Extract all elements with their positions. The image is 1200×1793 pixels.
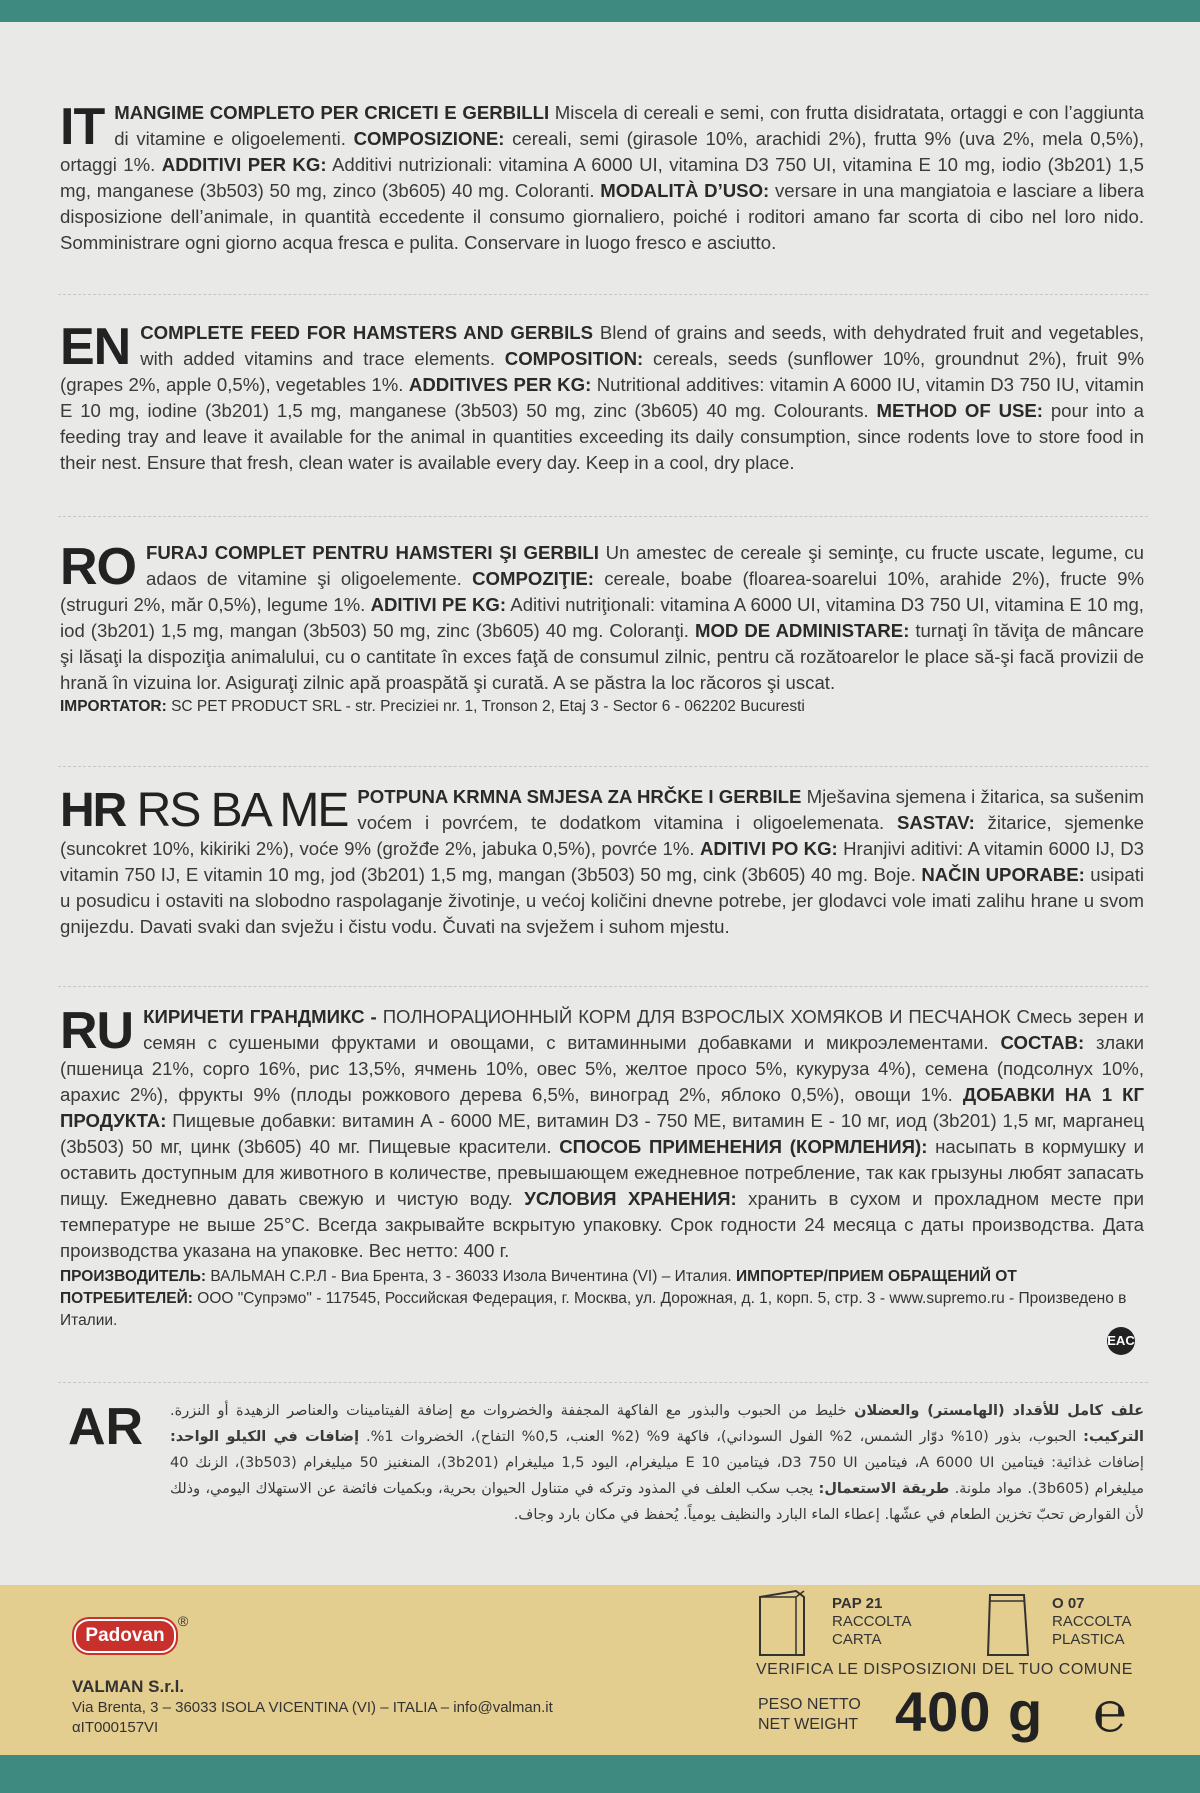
approval-code: αIT000157VI [72, 1719, 159, 1736]
paper-recycling-label [832, 1595, 911, 1649]
text-it-3: Additivi nutrizionali: vitamina A 6000 UI, vitamina D3 750 UI, vitamina E 10 mg, iodio (3b201) 1,5 mg, manganese (3b503) 50 mg, zinco (3b605) 40 mg. Coloranti. [60, 154, 1145, 201]
heading-ar-usage: طريقة الاستعمال: [818, 1481, 950, 1497]
title-hr: POTPUNA KRMNA SMJESA ZA HRČKE I GERBILE [357, 786, 802, 807]
divider [58, 1382, 1148, 1383]
recycling-note: VERIFICA LE DISPOSIZIONI DEL TUO COMUNE [756, 1661, 1133, 1678]
lang-code-ar: AR [68, 1398, 144, 1456]
paper-code: PAP 21 [832, 1595, 883, 1612]
net-weight-label-en: NET WEIGHT [758, 1716, 859, 1733]
bottom-band [0, 1755, 1200, 1793]
text-hr-3: Hranjivi aditivi: A vitamin 6000 IJ, D3 vitamin 750 IJ, E vitamin 10 mg, jod (3b201) 1,5 mg, mangan (3b503) 50 mg, cink (3b605) 40 mg. Boje. [60, 838, 1144, 885]
estimated-sign-icon: ℮ [1093, 1680, 1127, 1743]
importer-ro-text: SC PET PRODUCT SRL - str. Preciziei nr. 1, Tronson 2, Etaj 3 - Sector 6 - 062202 Bucuresti [166, 698, 805, 715]
title-en: COMPLETE FEED FOR HAMSTERS AND GERBILS [140, 322, 594, 343]
padovan-logo [72, 1615, 176, 1655]
heading-hr-composition: SASTAV: [896, 812, 975, 833]
divider [58, 516, 1148, 517]
net-weight-value: 400 g [895, 1680, 1044, 1743]
text-ar-2: الحبوب، بذور (10% دوّار الشمس، 2% الفول السوداني)، فاكهة 9% (2% العنب، 0,5% التفاح)، الخضروات 1%. [359, 1429, 1084, 1445]
paper-line-1: RACCOLTA [832, 1613, 912, 1630]
importer-ro-heading: IMPORTATOR: [60, 698, 167, 715]
eac-mark-icon: EAC [1107, 1327, 1135, 1355]
heading-en-usage: METHOD OF USE: [876, 400, 1043, 421]
title-ro: FURAJ COMPLET PENTRU HAMSTERI ŞI GERBILI [146, 542, 599, 563]
text-ro-3: Aditivi nutriţionali: vitamina A 6000 UI, vitamina D3 750 UI, vitamina E 10 mg, iod (3b201) 1,5 mg, mangan (3b503) 50 mg, zinc (3b605) 40 mg. Coloranţi. [60, 594, 1144, 641]
heading-ru-composition: СОСТАВ: [1000, 1032, 1085, 1053]
heading-hr-additives: ADITIVI PO KG: [699, 838, 838, 859]
section-it [60, 100, 1144, 256]
section-ar [60, 1398, 1144, 1528]
text-it-1: Miscela di cereali e semi, con frutta disidratata, ortaggi e con l’aggiunta di vitamine e oligoelementi. [114, 102, 1145, 149]
text-ru-2: злаки (пшеница 21%, сорго 16%, рис 13,5%, ячмень 10%, овес 5%, желтое просо 5%, кукуруза 4%), семена (подсолнух 10%, арахис 2%), фрукты 9% (плоды рожкового дерева 6,5%, виноград 2%, яблоко 0,5%), овощи 1%. [60, 1032, 1144, 1105]
heading-ar-composition: التركيب: [1083, 1429, 1145, 1445]
divider [58, 986, 1148, 987]
title-it: MANGIME COMPLETO PER CRICETI E GERBILLI [114, 102, 550, 123]
section-ru [60, 1004, 1144, 1332]
text-hr-1: Mješavina sjemena i žitarica, sa sušenim voćem i povrćem, te dodatkom vitamina i oligoelemenata. [357, 786, 1144, 833]
company-address: Via Brenta, 3 – 36033 ISOLA VICENTINA (VI) – ITALIA – info@valman.it [72, 1699, 553, 1716]
producer-ru-text: ВАЛЬМАН С.Р.Л - Виа Брента, 3 - 36033 Изола Вичентина (VI) – Италия. [206, 1268, 737, 1285]
producer-ru [60, 1266, 1144, 1332]
text-ru-1: Смесь зерен и семян с сушеными фруктами и овощами, с витаминными добавками и микроэлементами. [143, 1006, 1144, 1053]
importer-ru-text: ООО "Супрэмо" - 117545, Российская Федерация, г. Москва, ул. Дорожная, д. 1, корп. 5, стр. 3 - www.supremo.ru - Произведено в Италии. [60, 1290, 1127, 1329]
heading-ar-additives: إضافات في الكيلو الواحد: [170, 1429, 360, 1445]
text-ar-4: يجب سكب العلف في المذود وتركه في متناول الحيوان بحرية، وبكميات فائضة عن الاستهلاك اليومي، وذلك لأن القوارض تحبّ تخزين الطعام في عشّها. إعطاء الماء البارد والنظيف يومياً. يُحفظ في مكان بارد وجاف. [170, 1481, 1144, 1523]
plastic-code: O 07 [1052, 1595, 1085, 1612]
text-ru-5: хранить в сухом и прохладном месте при температуре не выше 25°С. Всегда закрывайте вскрытую упаковку. Срок годности 24 месяца с даты производства. Дата производства указана на упаковке. Вес нетто: 400 г. [60, 1188, 1144, 1261]
plastic-line-2: PLASTICA [1052, 1631, 1125, 1648]
heading-ru-additives: ДОБАВКИ НА 1 КГ ПРОДУКТА: [60, 1084, 1144, 1131]
padovan-logo-text: Padovan [74, 1619, 176, 1653]
paper-line-2: CARTA [832, 1631, 882, 1648]
section-hr [60, 784, 1144, 940]
lang-code-ru: RU [60, 1002, 134, 1060]
text-ru-3: Пищевые добавки: витамин А - 6000 МЕ, витамин D3 - 750 МЕ, витамин Е - 10 мг, иод (3b201) 1,5 мг, марганец (3b503) 50 мг, цинк (3b605) 40 мг. Пищевые красители. [60, 1110, 1144, 1157]
producer-ru-heading: ПРОИЗВОДИТЕЛЬ: [60, 1268, 207, 1285]
text-ro-1: Un amestec de cereale şi seminţe, cu fructe uscate, legume, cu adaos de vitamine şi oligoelemente. [146, 542, 1145, 589]
plastic-recycling-label [1052, 1595, 1131, 1649]
footer-band [0, 1585, 1200, 1755]
text-hr-2: žitarice, sjemenke (suncokret 10%, kikiriki 2%), voće 9% (grožđe 2%, jabuka 0,5%), povrće 1%. [60, 812, 1144, 859]
lang-code-hr [60, 784, 348, 837]
subtitle-ru: ПОЛНОРАЦИОННЫЙ КОРМ ДЛЯ ВЗРОСЛЫХ ХОМЯКОВ И ПЕСЧАНОК [376, 1006, 1011, 1027]
heading-ro-additives: ADITIVI PE KG: [370, 594, 507, 615]
heading-en-composition: COMPOSITION: [504, 348, 644, 369]
text-en-2: cereals, seeds (sunflower 10%, groundnut 2%), fruit 9% (grapes 2%, apple 0,5%), vegetables 1%. [60, 348, 1145, 395]
net-weight-label-it: PESO NETTO [758, 1696, 861, 1713]
registered-mark: ® [178, 1613, 189, 1629]
plastic-bag-icon [984, 1589, 1032, 1659]
heading-ru-usage: СПОСОБ ПРИМЕНЕНИЯ (КОРМЛЕНИЯ): [559, 1136, 928, 1157]
lang-code-en: EN [60, 318, 131, 376]
net-weight-label [758, 1695, 861, 1735]
title-ru: КИРИЧЕТИ ГРАНДМИКС - [143, 1006, 377, 1027]
lang-code-it: IT [60, 98, 105, 156]
text-en-4: pour into a feeding tray and leave it available for the animal in quantities exceeding its daily consumption, since rodents love to store food in their nest. Ensure that fresh, clean water is available every day. Keep in a cool, dry place. [60, 400, 1144, 473]
heading-hr-usage: NAČIN UPORABE: [921, 864, 1085, 885]
paper-box-icon [752, 1589, 812, 1659]
heading-it-usage: MODALITÀ D’USO: [600, 180, 770, 201]
text-ro-4: turnaţi în tăviţa de mâncare şi lăsaţi la dispoziţia animalului, cu o cantitate în exces faţă de consumul zilnic, pentru că rozătoarelor le place să-şi facă provizii de hrană în vizuina lor. Asiguraţi zilnic apă proaspătă şi curată. A se păstra la loc răcoros şi uscat. [60, 620, 1144, 693]
divider [58, 294, 1148, 295]
plastic-line-1: RACCOLTA [1052, 1613, 1132, 1630]
heading-ro-composition: COMPOZIŢIE: [472, 568, 594, 589]
text-hr-4: usipati u posudicu i ostaviti na slobodno raspolaganje životinje, u većoj količini dnevne potrebe, jer glodavci vole imati zalihu hrane u svom gnijezdu. Davati svaki dan svježu i čistu vodu. Čuvati na svježem i suhom mjestu. [60, 864, 1145, 937]
importer-ru-heading: ИМПОРТЕР/ПРИЕМ ОБРАЩЕНИЙ ОТ ПОТРЕБИТЕЛЕЙ: [60, 1268, 1017, 1307]
text-it-2: cereali, semi (girasole 10%, arachidi 2%), frutta 9% (uva 2%, mela 0,5%), ortaggi 1%. [60, 128, 1144, 175]
text-ru-4: насыпать в кормушку и оставить доступным для животного в количестве, превышающем ежедневное потребление, так как грызуны любят запасать пищу. Ежедневно давать свежую и чистую воду. [60, 1136, 1144, 1209]
text-en-3: Nutritional additives: vitamin A 6000 IU, vitamin D3 750 IU, vitamin E 10 mg, iodine (3b201) 1,5 mg, manganese (3b503) 50 mg, zinc (3b605) 40 mg. Colourants. [60, 374, 1145, 421]
heading-ru-storage: УСЛОВИЯ ХРАНЕНИЯ: [524, 1188, 737, 1209]
title-ar: علف كامل للأقداد (الهامستر) والعضلان [854, 1403, 1144, 1419]
text-en-1: Blend of grains and seeds, with dehydrated fruit and vegetables, with added vitamins and trace elements. [140, 322, 1144, 369]
text-ro-2: cereale, boabe (floarea-soarelui 10%, arahide 2%), fructe 9% (struguri 2%, măr 0,5%), legume 1%. [60, 568, 1144, 615]
heading-it-composition: COMPOSIZIONE: [353, 128, 505, 149]
text-it-4: versare in una mangiatoia e lasciare a libera disposizione dell’animale, in quantità eccedente il consumo giornaliero, poiché i roditori amano far scorta di cibo nel loro nido. Somministrare ogni giorno acqua fresca e pulita. Conservare in luogo fresco e asciutto. [60, 180, 1145, 253]
heading-en-additives: ADDITIVES PER KG: [408, 374, 592, 395]
divider [58, 766, 1148, 767]
lang-code-hr-rest: RS BA ME [125, 784, 348, 837]
importer-ro [60, 696, 1144, 718]
company-name: VALMAN S.r.l. [72, 1677, 185, 1696]
heading-it-additives: ADDITIVI PER KG: [161, 154, 327, 175]
text-ar-1: خليط من الحبوب والبذور مع الفاكهة المجففة والخضروات مع إضافة الفيتامينات والعناصر الزهيدة أو النزرة. [170, 1403, 855, 1419]
section-en [60, 320, 1144, 476]
text-ar-3: إضافات غذائية: فيتامين A 6000 UI، فيتامين D3 750 UI، فيتامين E 10 ميليغرام، اليود 1,5 ميليغرام (3b201)، المنغنيز 50 ميليغرام (3b503)، الزنك 40 ميليغرام (3b605). مواد ملونة. [170, 1455, 1144, 1497]
heading-ro-usage: MOD DE ADMINISTARE: [694, 620, 910, 641]
lang-code-ro: RO [60, 538, 136, 596]
lang-code-hr-main: HR [60, 784, 126, 837]
section-ro [60, 540, 1144, 718]
